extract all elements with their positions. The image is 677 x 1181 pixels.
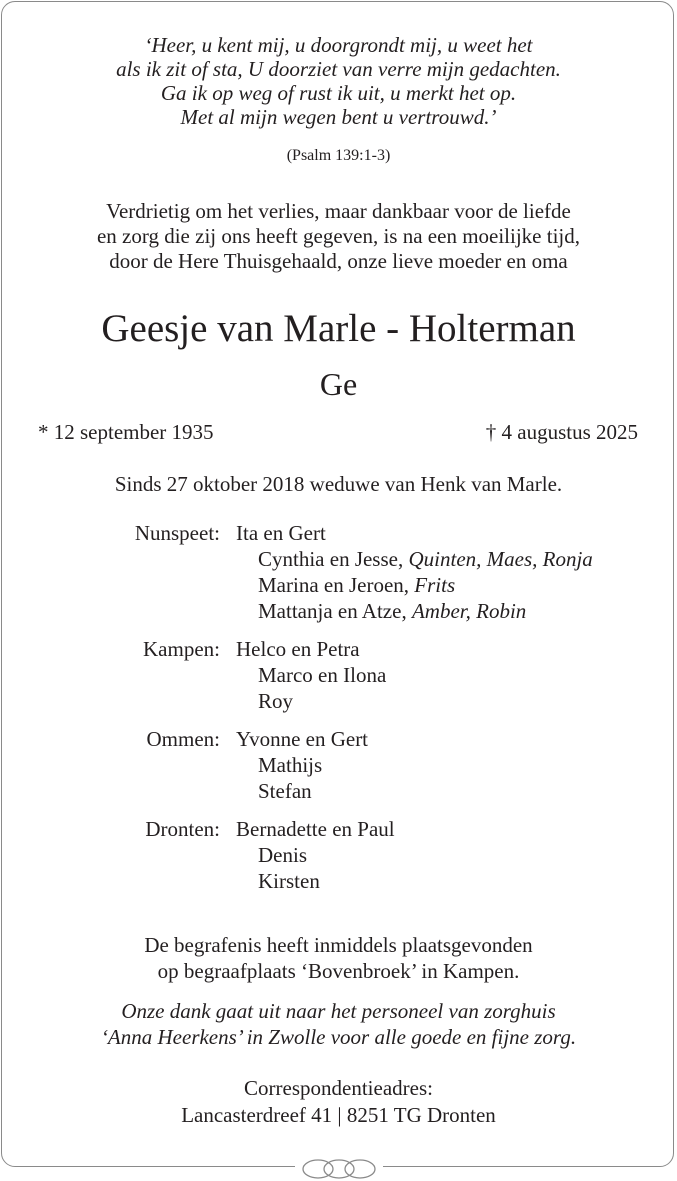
family-list bbox=[0, 520, 677, 906]
family-head: Bernadette en Paul bbox=[236, 817, 395, 841]
family-place: Dronten: bbox=[145, 817, 220, 841]
quote-line: Met al mijn wegen bent u vertrouwd.’ bbox=[180, 105, 497, 129]
family-child: Roy bbox=[258, 689, 294, 713]
quote-line: ‘Heer, u kent mij, u doorgrondt mij, u weet het bbox=[144, 33, 533, 57]
family-nunspeet bbox=[0, 520, 677, 624]
family-head: Ita en Gert bbox=[236, 521, 326, 545]
family-head: Yvonne en Gert bbox=[236, 727, 369, 751]
quote-line: Ga ik op weg of rust ik uit, u merkt het op. bbox=[160, 81, 517, 105]
family-child: Denis bbox=[258, 843, 307, 867]
widow-note: Sinds 27 oktober 2018 weduwe van Henk van Marle. bbox=[114, 472, 563, 496]
intro-line: door de Here Thuisgehaald, onze lieve moeder en oma bbox=[109, 249, 568, 273]
death-date: † 4 augustus 2025 bbox=[485, 420, 638, 444]
grandchildren: Amber, Robin bbox=[411, 599, 527, 623]
correspondence-address bbox=[0, 1075, 677, 1129]
family-place: Kampen: bbox=[143, 637, 220, 661]
family-child: Mathijs bbox=[258, 753, 323, 777]
family-place: Nunspeet: bbox=[134, 521, 220, 545]
funeral-line: op begraafplaats ‘Bovenbroek’ in Kampen. bbox=[157, 959, 520, 983]
family-place: Ommen: bbox=[146, 727, 220, 751]
family-child: Cynthia en Jesse, Quinten, Maes, Ronja bbox=[258, 547, 593, 571]
birth-date: * 12 september 1935 bbox=[38, 420, 214, 444]
intro-line: Verdrietig om het verlies, maar dankbaar voor de liefde bbox=[106, 199, 571, 223]
family-ommen bbox=[0, 726, 677, 804]
deceased-name: Geesje van Marle - Holterman bbox=[101, 307, 576, 350]
thanks-line: Onze dank gaat uit naar het personeel van zorghuis bbox=[121, 999, 556, 1023]
family-kampen bbox=[0, 636, 677, 714]
family-child: Marco en Ilona bbox=[258, 663, 387, 687]
correspondence-address-line: Lancasterdreef 41 | 8251 TG Dronten bbox=[181, 1103, 496, 1127]
family-head: Helco en Petra bbox=[236, 637, 360, 661]
family-child: Marina en Jeroen, Frits bbox=[258, 573, 456, 597]
psalm-quote bbox=[0, 33, 677, 129]
intro-line: en zorg die zij ons heeft gegeven, is na een moeilijke tijd, bbox=[96, 224, 581, 248]
family-child: Mattanja en Atze, Amber, Robin bbox=[258, 599, 527, 623]
thanks-line: ‘Anna Heerkens’ in Zwolle voor alle goede en fijne zorg. bbox=[100, 1025, 577, 1049]
triple-ring-ornament-icon bbox=[295, 1157, 383, 1181]
psalm-reference: (Psalm 139:1-3) bbox=[286, 147, 391, 164]
grandchildren: Quinten, Maes, Ronja bbox=[408, 547, 593, 571]
thanks-note bbox=[0, 998, 677, 1050]
deceased-nickname: Ge bbox=[319, 366, 358, 402]
funeral-line: De begrafenis heeft inmiddels plaatsgevonden bbox=[144, 933, 533, 957]
quote-line: als ik zit of sta, U doorziet van verre mijn gedachten. bbox=[116, 57, 561, 81]
funeral-note bbox=[0, 932, 677, 984]
correspondence-label: Correspondentieadres: bbox=[244, 1076, 433, 1100]
grandchildren: Frits bbox=[414, 573, 456, 597]
family-child: Kirsten bbox=[258, 869, 320, 893]
family-child: Stefan bbox=[258, 779, 312, 803]
announcement-intro bbox=[0, 199, 677, 274]
family-dronten bbox=[0, 816, 677, 894]
